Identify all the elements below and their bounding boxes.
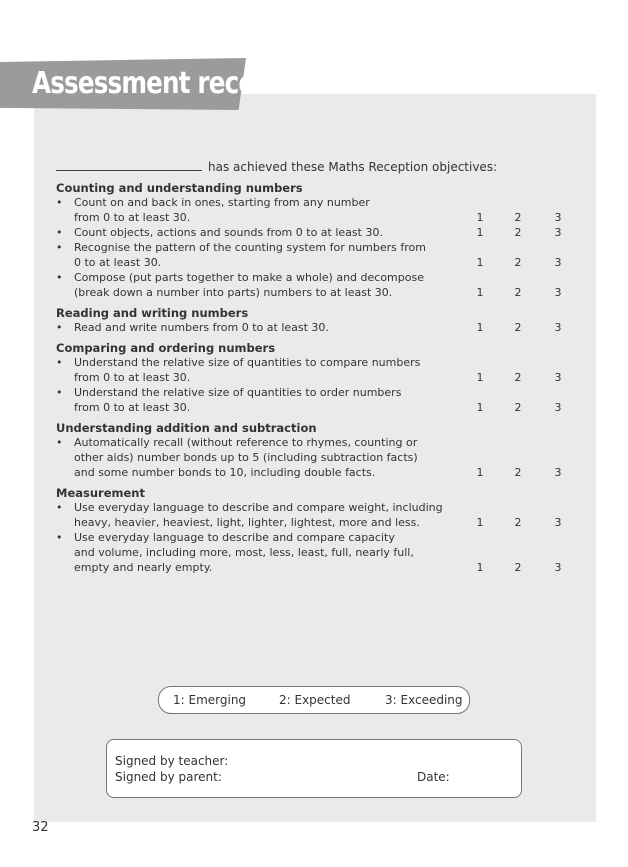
objective-line: Understand the relative size of quantities to compare numbers [74, 356, 421, 369]
page-title: Assessment record [32, 66, 283, 101]
score-1[interactable]: 1 [476, 371, 484, 384]
objective-text [74, 285, 562, 300]
score-1[interactable]: 1 [476, 226, 484, 239]
objective-item [56, 225, 562, 240]
score-3[interactable]: 3 [554, 286, 562, 299]
date-label: Date: [417, 770, 450, 784]
bullet-icon: • [56, 196, 63, 209]
score-3[interactable]: 3 [554, 561, 562, 574]
objective-item [56, 195, 562, 225]
bullet-icon: • [56, 386, 63, 399]
objective-line: and some number bonds to 10, including double facts. [74, 466, 376, 479]
objective-text [74, 560, 562, 575]
objective-text [74, 355, 556, 370]
objective-line: Use everyday language to describe and compare capacity [74, 531, 395, 544]
section-title: Reading and writing numbers [56, 306, 249, 320]
key-expected: 2: Expected [279, 693, 351, 707]
objective-line: 0 to at least 30. [74, 256, 162, 269]
score-2[interactable]: 2 [514, 371, 522, 384]
objective-item [56, 500, 562, 530]
objective-text [74, 545, 556, 560]
objective-text [74, 385, 556, 400]
objective-line: from 0 to at least 30. [74, 401, 191, 414]
score-3[interactable]: 3 [554, 401, 562, 414]
page-number: 32 [32, 820, 49, 835]
bullet-icon: • [56, 436, 63, 449]
objective-item [56, 270, 562, 300]
objectives-list [56, 181, 562, 575]
objective-line: Understand the relative size of quantities to order numbers [74, 386, 402, 399]
objective-line: from 0 to at least 30. [74, 211, 191, 224]
objective-line: (break down a number into parts) numbers to at least 30. [74, 286, 393, 299]
score-3[interactable]: 3 [554, 516, 562, 529]
bullet-icon: • [56, 356, 63, 369]
objective-item [56, 355, 562, 385]
objective-line: empty and nearly empty. [74, 561, 213, 574]
score-2[interactable]: 2 [514, 211, 522, 224]
objective-item [56, 385, 562, 415]
score-2[interactable]: 2 [514, 256, 522, 269]
objective-text [74, 465, 562, 480]
objective-text [74, 225, 562, 240]
score-1[interactable]: 1 [476, 321, 484, 334]
objective-text [74, 320, 562, 335]
score-3[interactable]: 3 [554, 371, 562, 384]
signature-box [106, 739, 522, 798]
objective-text [74, 435, 556, 450]
bullet-icon: • [56, 241, 63, 254]
intro-line [56, 158, 497, 176]
bullet-icon: • [56, 321, 63, 334]
score-1[interactable]: 1 [476, 516, 484, 529]
objective-text [74, 500, 556, 515]
bullet-icon: • [56, 226, 63, 239]
section-title: Measurement [56, 486, 145, 500]
objective-item [56, 530, 562, 575]
score-key [158, 686, 470, 714]
section-title: Counting and understanding numbers [56, 181, 303, 195]
score-1[interactable]: 1 [476, 561, 484, 574]
objective-text [74, 515, 562, 530]
objective-line: Use everyday language to describe and compare weight, including [74, 501, 443, 514]
score-2[interactable]: 2 [514, 561, 522, 574]
score-2[interactable]: 2 [514, 321, 522, 334]
objective-line: other aids) number bonds up to 5 (including subtraction facts) [74, 451, 418, 464]
child-name-blank[interactable] [56, 160, 202, 171]
score-1[interactable]: 1 [476, 286, 484, 299]
score-3[interactable]: 3 [554, 226, 562, 239]
objective-item [56, 320, 562, 335]
section-title: Understanding addition and subtraction [56, 421, 317, 435]
score-2[interactable]: 2 [514, 516, 522, 529]
score-1[interactable]: 1 [476, 211, 484, 224]
objective-text [74, 210, 562, 225]
key-exceeding: 3: Exceeding [385, 693, 463, 707]
objective-line: and volume, including more, most, less, least, full, nearly full, [74, 546, 414, 559]
objective-item [56, 435, 562, 480]
score-1[interactable]: 1 [476, 256, 484, 269]
score-3[interactable]: 3 [554, 256, 562, 269]
objective-text [74, 370, 562, 385]
score-2[interactable]: 2 [514, 226, 522, 239]
objective-text [74, 255, 562, 270]
score-2[interactable]: 2 [514, 401, 522, 414]
objective-line: Count on and back in ones, starting from any number [74, 196, 370, 209]
key-emerging: 1: Emerging [173, 693, 247, 707]
parent-signature-label: Signed by parent: [115, 770, 222, 784]
section-title: Comparing and ordering numbers [56, 341, 276, 355]
objective-line: Automatically recall (without reference to rhymes, counting or [74, 436, 418, 449]
intro-text: has achieved these Maths Reception objectives: [208, 160, 498, 174]
bullet-icon: • [56, 501, 63, 514]
objective-line: Compose (put parts together to make a whole) and decompose [74, 271, 424, 284]
score-2[interactable]: 2 [514, 466, 522, 479]
objective-line: heavy, heavier, heaviest, light, lighter, lightest, more and less. [74, 516, 420, 529]
objective-item [56, 240, 562, 270]
objective-line: Recognise the pattern of the counting system for numbers from [74, 241, 426, 254]
score-3[interactable]: 3 [554, 466, 562, 479]
score-2[interactable]: 2 [514, 286, 522, 299]
objective-text [74, 450, 556, 465]
teacher-signature-label: Signed by teacher: [115, 754, 229, 768]
bullet-icon: • [56, 271, 63, 284]
objective-text [74, 240, 556, 255]
score-1[interactable]: 1 [476, 466, 484, 479]
objective-text [74, 400, 562, 415]
objective-line: from 0 to at least 30. [74, 371, 191, 384]
score-3[interactable]: 3 [554, 211, 562, 224]
objective-line: Read and write numbers from 0 to at least 30. [74, 321, 329, 334]
bullet-icon: • [56, 531, 63, 544]
objective-text [74, 195, 556, 210]
objective-text [74, 270, 556, 285]
score-1[interactable]: 1 [476, 401, 484, 414]
objective-text [74, 530, 556, 545]
objective-line: Count objects, actions and sounds from 0 to at least 30. [74, 226, 383, 239]
score-3[interactable]: 3 [554, 321, 562, 334]
